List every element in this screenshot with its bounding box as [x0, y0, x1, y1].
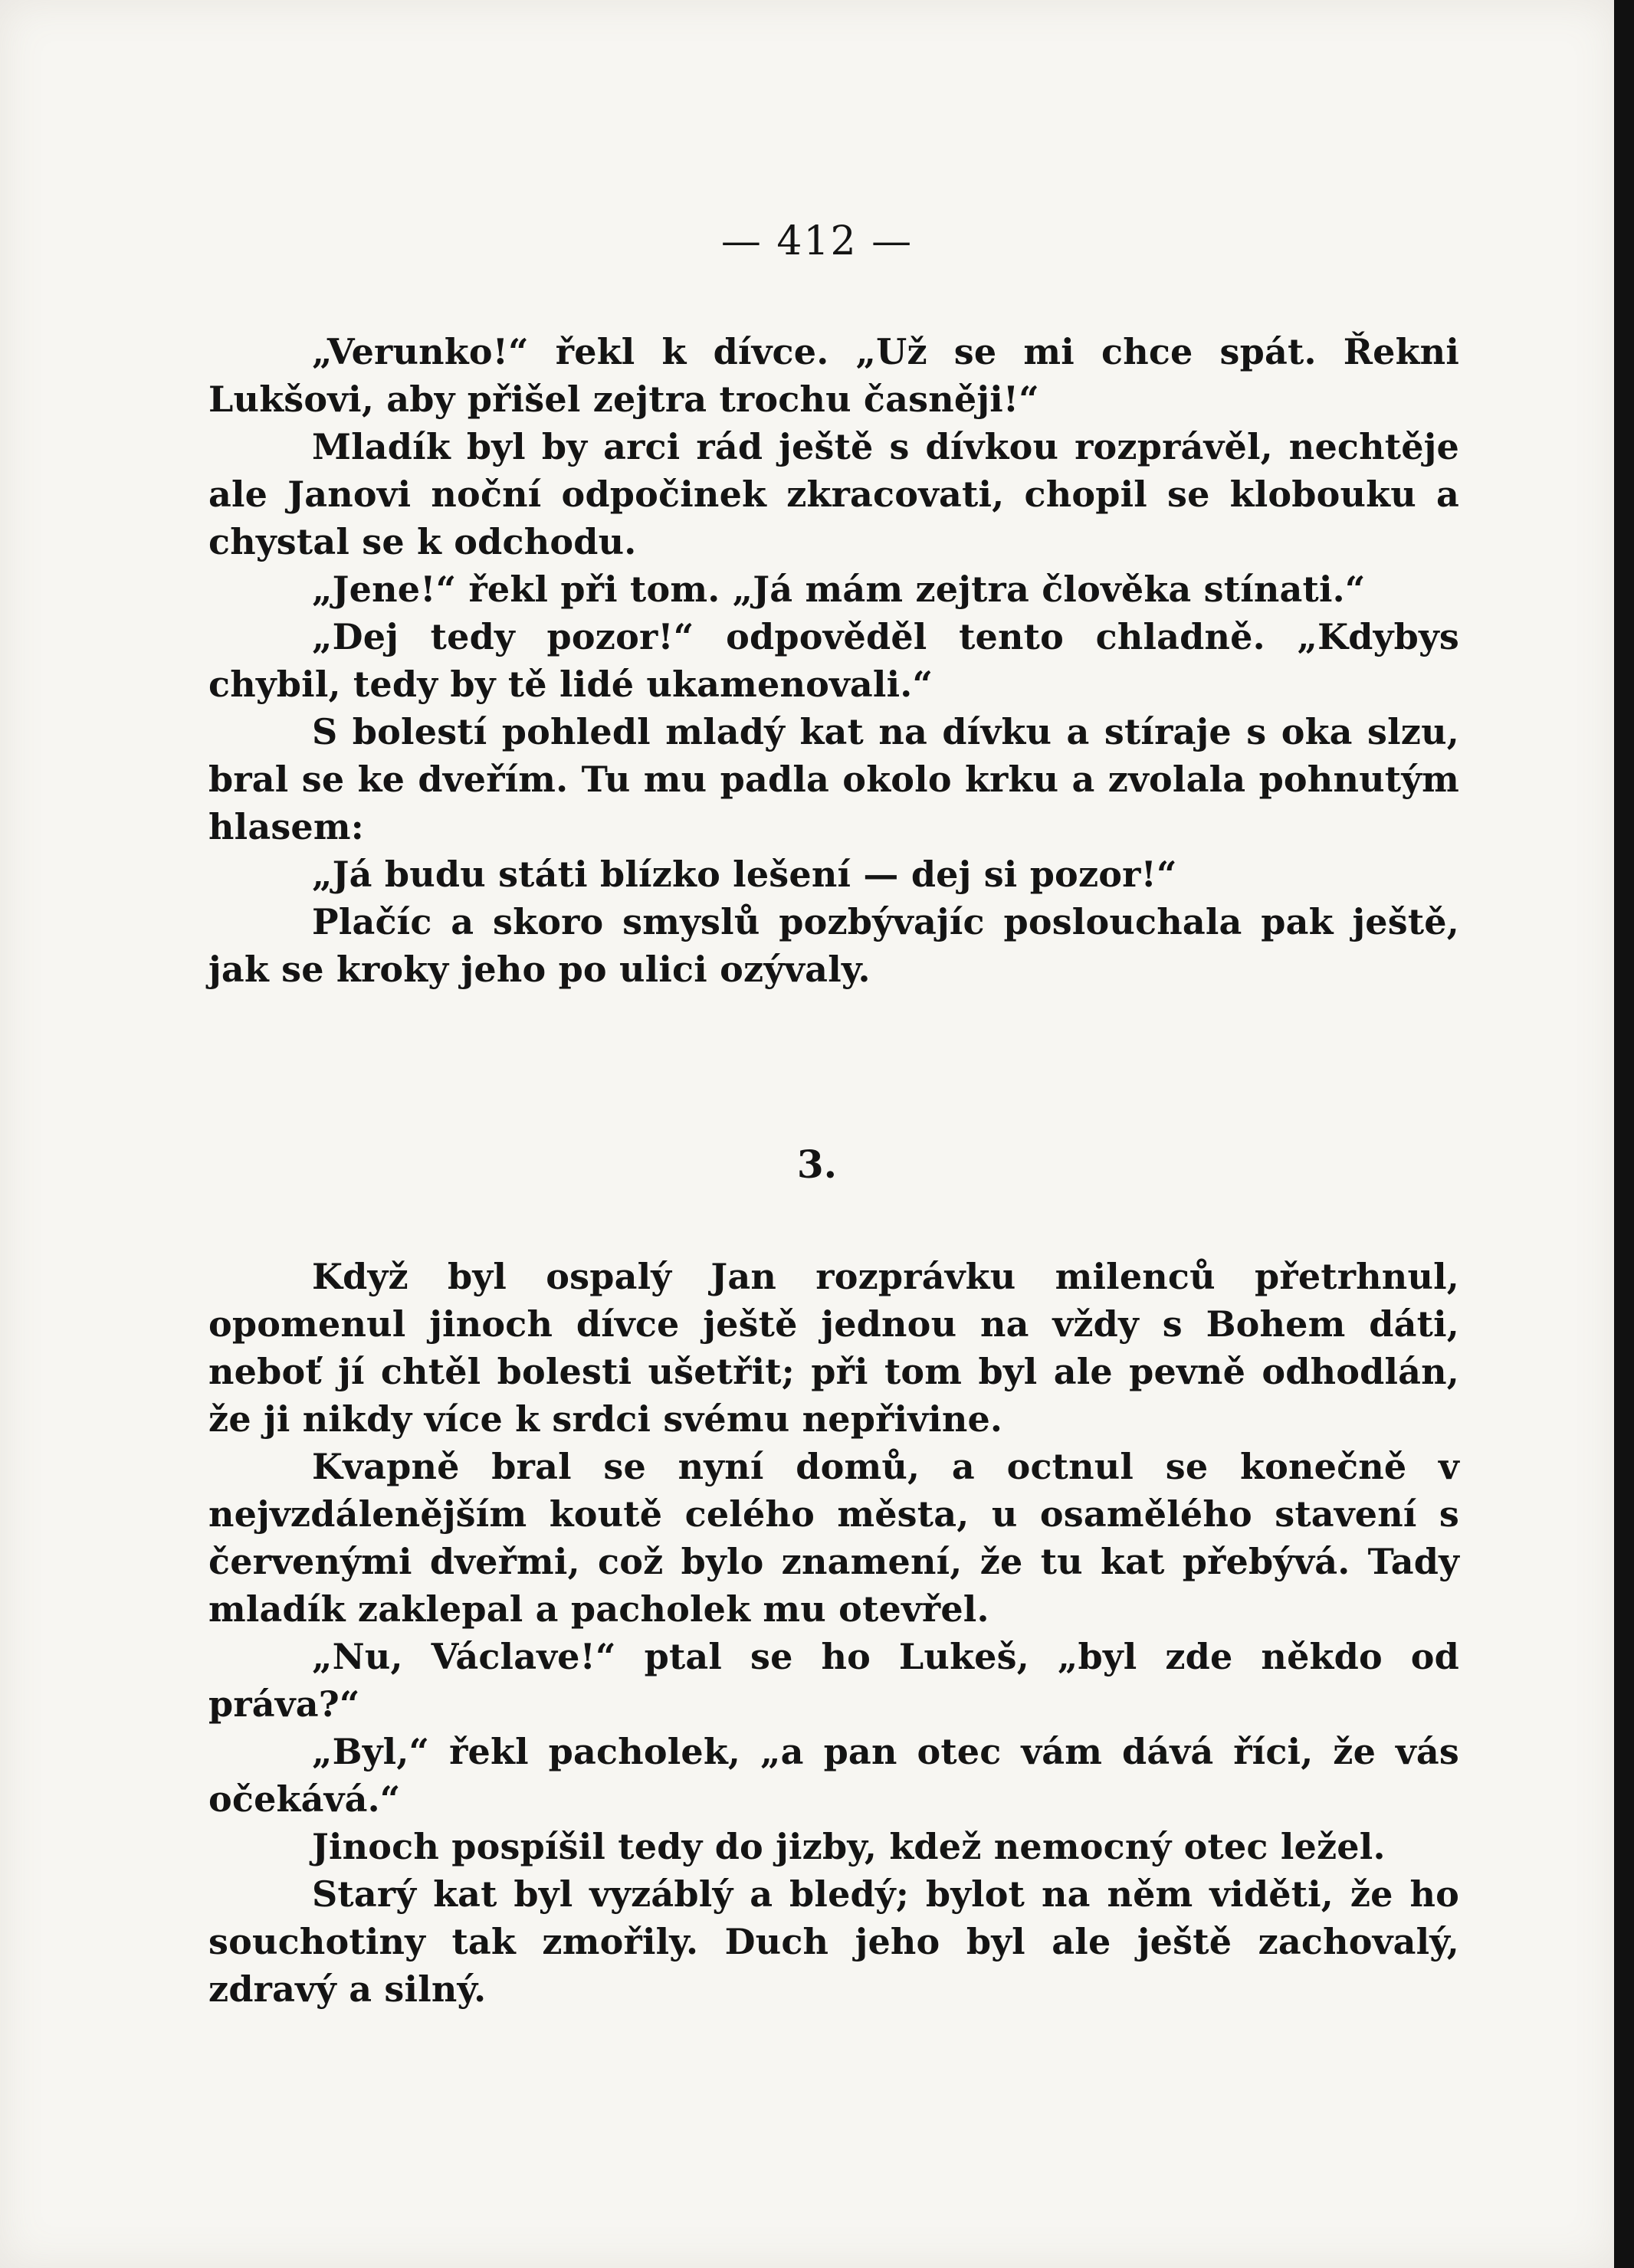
text-block-after-section: [208, 1253, 1459, 2013]
paragraph: Plačíc a skoro smyslů pozbývajíc poslouchala pak ještě, jak se kroky jeho po ulici ozývaly.: [208, 901, 1459, 990]
paragraph: „Nu, Václave!“ ptal se ho Lukeš, „byl zde někdo od práva?“: [208, 1636, 1459, 1725]
paragraph: „Jene!“ řekl při tom. „Já mám zejtra člověka stínati.“: [312, 569, 1366, 610]
paragraph: „Já budu státi blízko lešení — dej si pozor!“: [312, 854, 1177, 895]
paragraph: „Dej tedy pozor!“ odpověděl tento chladně. „Kdybys chybil, tedy by tě lidé ukamenovali.“: [208, 616, 1459, 705]
page-number: — 412 —: [720, 218, 914, 264]
section-number: 3.: [796, 1142, 838, 1187]
paragraph: Jinoch pospíšil tedy do jizby, kdež nemocný otec ležel.: [312, 1826, 1386, 1867]
paragraph: „Verunko!“ řekl k dívce. „Už se mi chce spát. Řekni Lukšovi, aby přišel zejtra trochu časněji!“: [208, 331, 1459, 420]
paragraph: Mladík byl by arci rád ještě s dívkou rozprávěl, nechtěje ale Janovi noční odpočinek zkracovati, chopil se klobouku a chystal se k odchodu.: [208, 426, 1459, 562]
paragraph: Kvapně bral se nyní domů, a octnul se konečně v nejvzdálenějším koutě celého města, u osamělého stavení s červenými dveřmi, což bylo znamení, že tu kat přebývá. Tady mladík zaklepal a pacholek mu otevřel.: [208, 1446, 1459, 1630]
paragraph: Když byl ospalý Jan rozprávku milenců přetrhnul, opomenul jinoch dívce ještě jednou na vždy s Bohem dáti, neboť jí chtěl bolesti ušetřit; při tom byl ale pevně odhodlán, že ji nikdy více k srdci svému nepřivine.: [208, 1256, 1459, 1440]
paragraph: S bolestí pohledl mladý kat na dívku a stíraje s oka slzu, bral se ke dveřím. Tu mu padla okolo krku a zvolala pohnutým hlasem:: [208, 711, 1459, 847]
page-edge-shadow: [1614, 0, 1634, 2268]
paragraph: „Byl,“ řekl pacholek, „a pan otec vám dává říci, že vás očekává.“: [208, 1731, 1459, 1820]
text-block-before-section: [208, 328, 1459, 993]
paragraph: Starý kat byl vyzáblý a bledý; bylot na něm viděti, že ho souchotiny tak zmořily. Duch jeho byl ale ještě zachovalý, zdravý a silný.: [208, 1873, 1459, 2010]
